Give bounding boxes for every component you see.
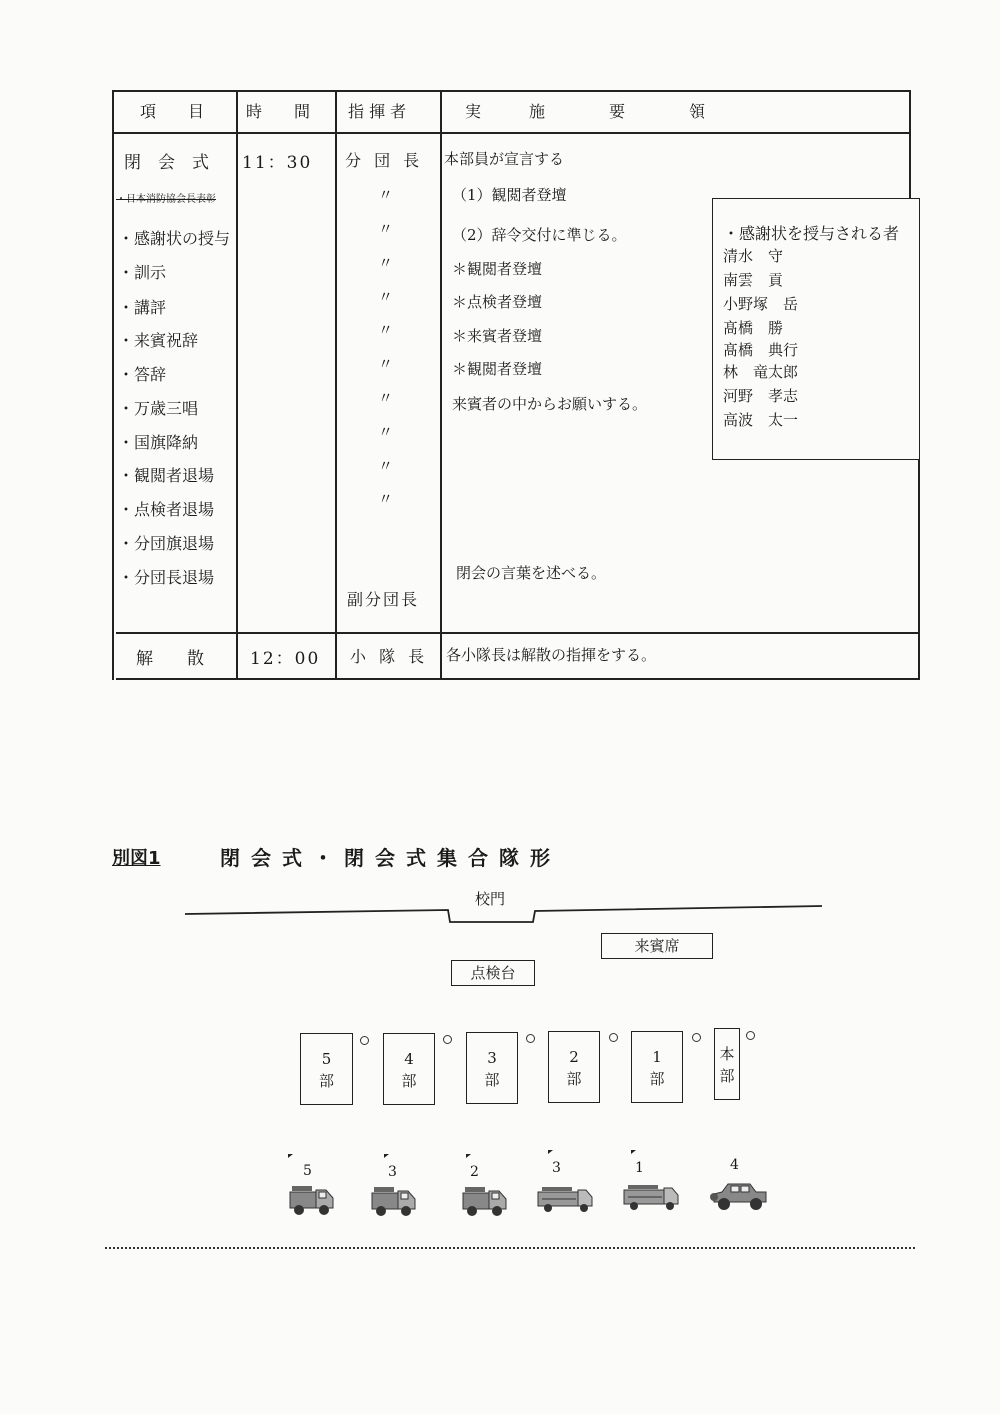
dismissal-desc: 各小隊長は解散の指揮をする。 <box>446 646 657 664</box>
award-box-title: ・感謝状を授与される者 <box>723 224 900 243</box>
recipient-name: 南雲 貢 <box>723 271 784 289</box>
desc-row: 閉会の言葉を述べる。 <box>456 564 607 582</box>
dismissal-leader: 小 隊 長 <box>350 647 429 666</box>
desc-row: ＊来賓者登壇 <box>452 327 543 345</box>
unit-label: 部 <box>649 1070 665 1088</box>
item-row: ・分団旗退場 <box>118 534 215 553</box>
recipient-name: 河野 孝志 <box>723 387 799 405</box>
fire-truck-icon <box>622 1182 680 1212</box>
closing-item: 閉 会 式 <box>124 153 209 173</box>
unit-label: 部 <box>318 1072 334 1090</box>
recipient-name: 髙橋 勝 <box>723 319 784 337</box>
ditto-mark: 〃 <box>378 288 394 306</box>
ditto-mark: 〃 <box>378 321 394 339</box>
ditto-mark: 〃 <box>378 389 394 407</box>
ditto-mark: 〃 <box>378 254 394 272</box>
unit-label: 部 <box>566 1070 582 1088</box>
item-row: ・訓示 <box>118 263 167 282</box>
truck-number: 1 <box>635 1160 644 1176</box>
desc-row: （2）辞令交付に準じる。 <box>452 226 627 244</box>
flag-icon <box>288 1154 293 1158</box>
ditto-mark: 〃 <box>378 186 394 204</box>
gate-label: 校門 <box>475 890 506 908</box>
truck-number: 5 <box>303 1163 312 1179</box>
item-row: ・観閲者退場 <box>118 466 215 485</box>
item-row: ・講評 <box>118 298 167 317</box>
fire-truck-icon <box>461 1183 509 1219</box>
desc-row: ＊観閲者登壇 <box>452 260 543 278</box>
item-row: ・感謝状の授与 <box>118 229 231 248</box>
figure-label: 別図1 <box>112 848 161 869</box>
header-leader: 指 揮 者 <box>348 102 407 121</box>
dotted-divider <box>105 1247 915 1249</box>
desc-row: 来賓者の中からお願いする。 <box>452 395 648 413</box>
unit-number: 4 <box>404 1050 414 1068</box>
item-row: ・国旗降納 <box>118 433 199 452</box>
item-row: ・来賓祝辞 <box>118 331 199 350</box>
leader-position-icon <box>526 1034 535 1043</box>
leader-position-icon <box>692 1033 701 1042</box>
ditto-mark: 〃 <box>378 220 394 238</box>
truck-number: 4 <box>730 1157 739 1173</box>
item-row: ・万歳三唱 <box>118 399 199 418</box>
ditto-mark: 〃 <box>378 423 394 441</box>
truck-number: 3 <box>388 1164 397 1180</box>
unit-5-box <box>300 1033 353 1105</box>
inspection-stand-box: 点検台 <box>451 960 535 986</box>
leader-position-icon <box>443 1035 452 1044</box>
ditto-mark: 〃 <box>378 355 394 373</box>
dismissal-item: 解 散 <box>136 649 204 669</box>
unit-3-box <box>466 1032 518 1104</box>
flag-icon <box>548 1150 553 1154</box>
closing-desc: 本部員が宣言する <box>444 150 565 168</box>
vice-leader: 副分団長 <box>347 590 420 609</box>
unit-label: 部 <box>401 1072 417 1090</box>
leader-position-icon <box>609 1033 618 1042</box>
header-procedure: 実 施 要 領 <box>465 102 706 121</box>
closing-time: 11：30 <box>242 153 313 173</box>
unit-number: 本 <box>719 1045 735 1063</box>
truck-number: 2 <box>470 1164 479 1180</box>
fire-truck-icon <box>536 1184 594 1214</box>
diagram-title: 閉会式・閉会式集合隊形 <box>220 846 561 870</box>
unit-number: 2 <box>569 1048 579 1066</box>
dismissal-time: 12：00 <box>250 649 321 669</box>
unit-4-box <box>383 1033 435 1105</box>
unit-number: 1 <box>652 1048 662 1066</box>
recipient-name: 髙橋 典行 <box>723 341 799 359</box>
recipient-name: 小野塚 岳 <box>723 295 799 313</box>
unit-2-box <box>548 1031 600 1103</box>
unit-label: 部 <box>719 1067 735 1085</box>
desc-row: （1）観閲者登壇 <box>452 186 567 204</box>
truck-number: 3 <box>552 1160 561 1176</box>
unit-number: 3 <box>487 1049 497 1067</box>
recipient-name: 高波 太一 <box>723 411 799 429</box>
command-vehicle-icon <box>710 1180 770 1214</box>
unit-number: 5 <box>321 1050 332 1068</box>
unit-1-box <box>631 1031 683 1103</box>
desc-row: ＊観閲者登壇 <box>452 360 543 378</box>
ditto-mark: 〃 <box>378 490 394 508</box>
item-row: ・分団長退場 <box>118 568 215 587</box>
unit-label: 部 <box>484 1071 500 1089</box>
item-row: ・点検者退場 <box>118 500 215 519</box>
unit-hq-box <box>714 1028 740 1100</box>
item-row: ・答辞 <box>118 365 167 384</box>
fire-truck-icon <box>370 1183 418 1219</box>
recipient-name: 清水 守 <box>723 247 784 265</box>
recipient-name: 林 竜太郎 <box>723 363 799 381</box>
fire-truck-icon <box>288 1182 336 1218</box>
header-item: 項 目 <box>140 102 205 121</box>
leader-position-icon <box>746 1031 755 1040</box>
ditto-mark: 〃 <box>378 457 394 475</box>
flag-icon <box>466 1154 471 1158</box>
flag-icon <box>631 1150 636 1154</box>
leader-position-icon <box>360 1036 369 1045</box>
flag-icon <box>384 1154 389 1158</box>
item-row: ・日本消防協会長表彰 <box>116 194 216 205</box>
closing-leader: 分 団 長 <box>345 151 424 170</box>
guest-seats-box: 来賓席 <box>601 933 713 959</box>
header-time: 時 間 <box>246 102 311 121</box>
desc-row: ＊点検者登壇 <box>452 293 543 311</box>
